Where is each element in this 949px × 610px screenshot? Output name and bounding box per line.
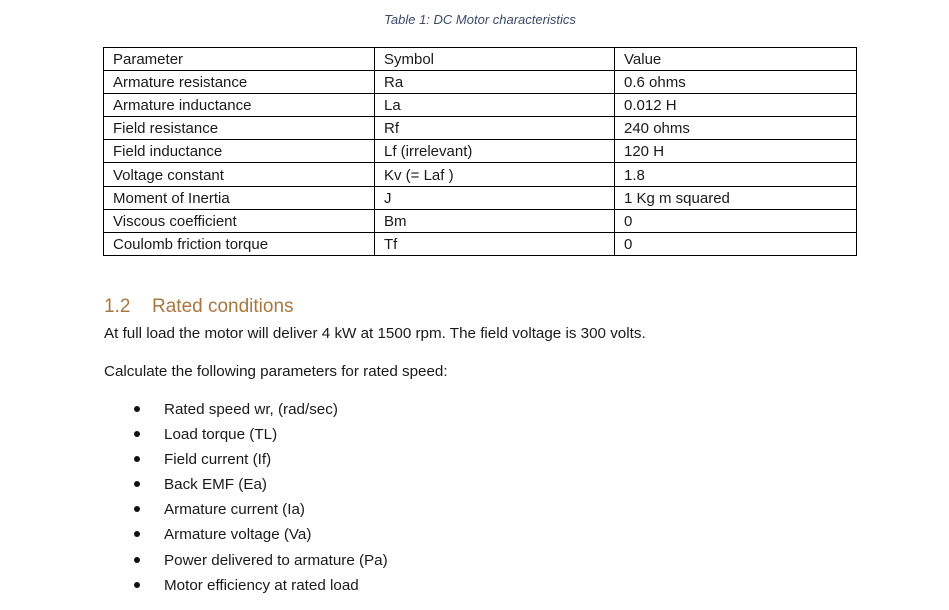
list-item — [0, 524, 388, 549]
cell-symbol: Ra — [375, 71, 615, 94]
motor-characteristics-table — [103, 47, 857, 256]
bullet-icon — [134, 557, 140, 563]
header-cell-value: Value — [615, 48, 857, 71]
table-row — [104, 140, 857, 163]
cell-value: 0.012 H — [615, 94, 857, 117]
cell-parameter: Field resistance — [104, 117, 375, 140]
list-item-text: Back EMF (Ea) — [164, 476, 267, 494]
cell-symbol: Bm — [375, 209, 615, 232]
cell-symbol: Rf — [375, 117, 615, 140]
cell-parameter: Field inductance — [104, 140, 375, 163]
table-caption: Table 1: DC Motor characteristics — [384, 12, 576, 27]
cell-symbol: Kv (= Laf ) — [375, 163, 615, 186]
bullet-icon — [134, 431, 140, 437]
rated-conditions-paragraph: At full load the motor will deliver 4 kW at 1500 rpm. The field voltage is 300 volts. — [104, 325, 646, 342]
cell-value: 120 H — [615, 140, 857, 163]
list-item-text: Motor efficiency at rated load — [164, 576, 359, 594]
list-item-text: Load torque (TL) — [164, 426, 278, 444]
list-item — [0, 499, 388, 524]
table-row — [104, 71, 857, 94]
table-row — [104, 94, 857, 117]
list-item-text: Power delivered to armature (Pa) — [164, 551, 388, 569]
list-item-text: Rated speed wr, (rad/sec) — [164, 401, 338, 418]
cell-value: 1 Kg m squared — [615, 186, 857, 209]
table-row — [104, 163, 857, 186]
cell-value: 0 — [615, 232, 857, 255]
cell-parameter: Armature resistance — [104, 71, 375, 94]
list-item-text: Armature current (Ia) — [164, 501, 305, 519]
list-item — [0, 399, 388, 424]
instruction-paragraph: Calculate the following parameters for rated speed: — [104, 363, 448, 380]
bullet-icon — [134, 456, 140, 462]
bullet-icon — [134, 481, 140, 487]
cell-parameter: Voltage constant — [104, 163, 375, 186]
list-item — [0, 449, 388, 474]
cell-value: 0.6 ohms — [615, 71, 857, 94]
list-item — [0, 424, 388, 449]
header-cell-symbol: Symbol — [375, 48, 615, 71]
table-row — [104, 209, 857, 232]
cell-value: 240 ohms — [615, 117, 857, 140]
list-item — [0, 550, 388, 575]
list-item-text: Field current (If) — [164, 451, 272, 469]
table-row — [104, 117, 857, 140]
section-title: Rated conditions — [152, 296, 294, 317]
list-item — [0, 474, 388, 499]
section-number: 1.2 — [104, 296, 131, 317]
cell-symbol: La — [375, 94, 615, 117]
bullet-icon — [134, 406, 140, 412]
cell-parameter: Armature inductance — [104, 94, 375, 117]
list-item-text: Armature voltage (Va) — [164, 526, 312, 544]
table-row — [104, 186, 857, 209]
bullet-icon — [134, 506, 140, 512]
section-heading — [104, 296, 294, 318]
list-item — [0, 575, 388, 600]
bullet-icon — [134, 531, 140, 537]
cell-parameter: Viscous coefficient — [104, 209, 375, 232]
cell-symbol: J — [375, 186, 615, 209]
cell-parameter: Moment of Inertia — [104, 186, 375, 209]
cell-value: 1.8 — [615, 163, 857, 186]
table-header-row — [104, 48, 857, 71]
bullet-icon — [134, 582, 140, 588]
header-cell-parameter: Parameter — [104, 48, 375, 71]
cell-symbol: Tf — [375, 232, 615, 255]
cell-parameter: Coulomb friction torque — [104, 232, 375, 255]
cell-value: 0 — [615, 209, 857, 232]
cell-symbol: Lf (irrelevant) — [375, 140, 615, 163]
table-row — [104, 232, 857, 255]
parameter-list — [0, 399, 388, 600]
